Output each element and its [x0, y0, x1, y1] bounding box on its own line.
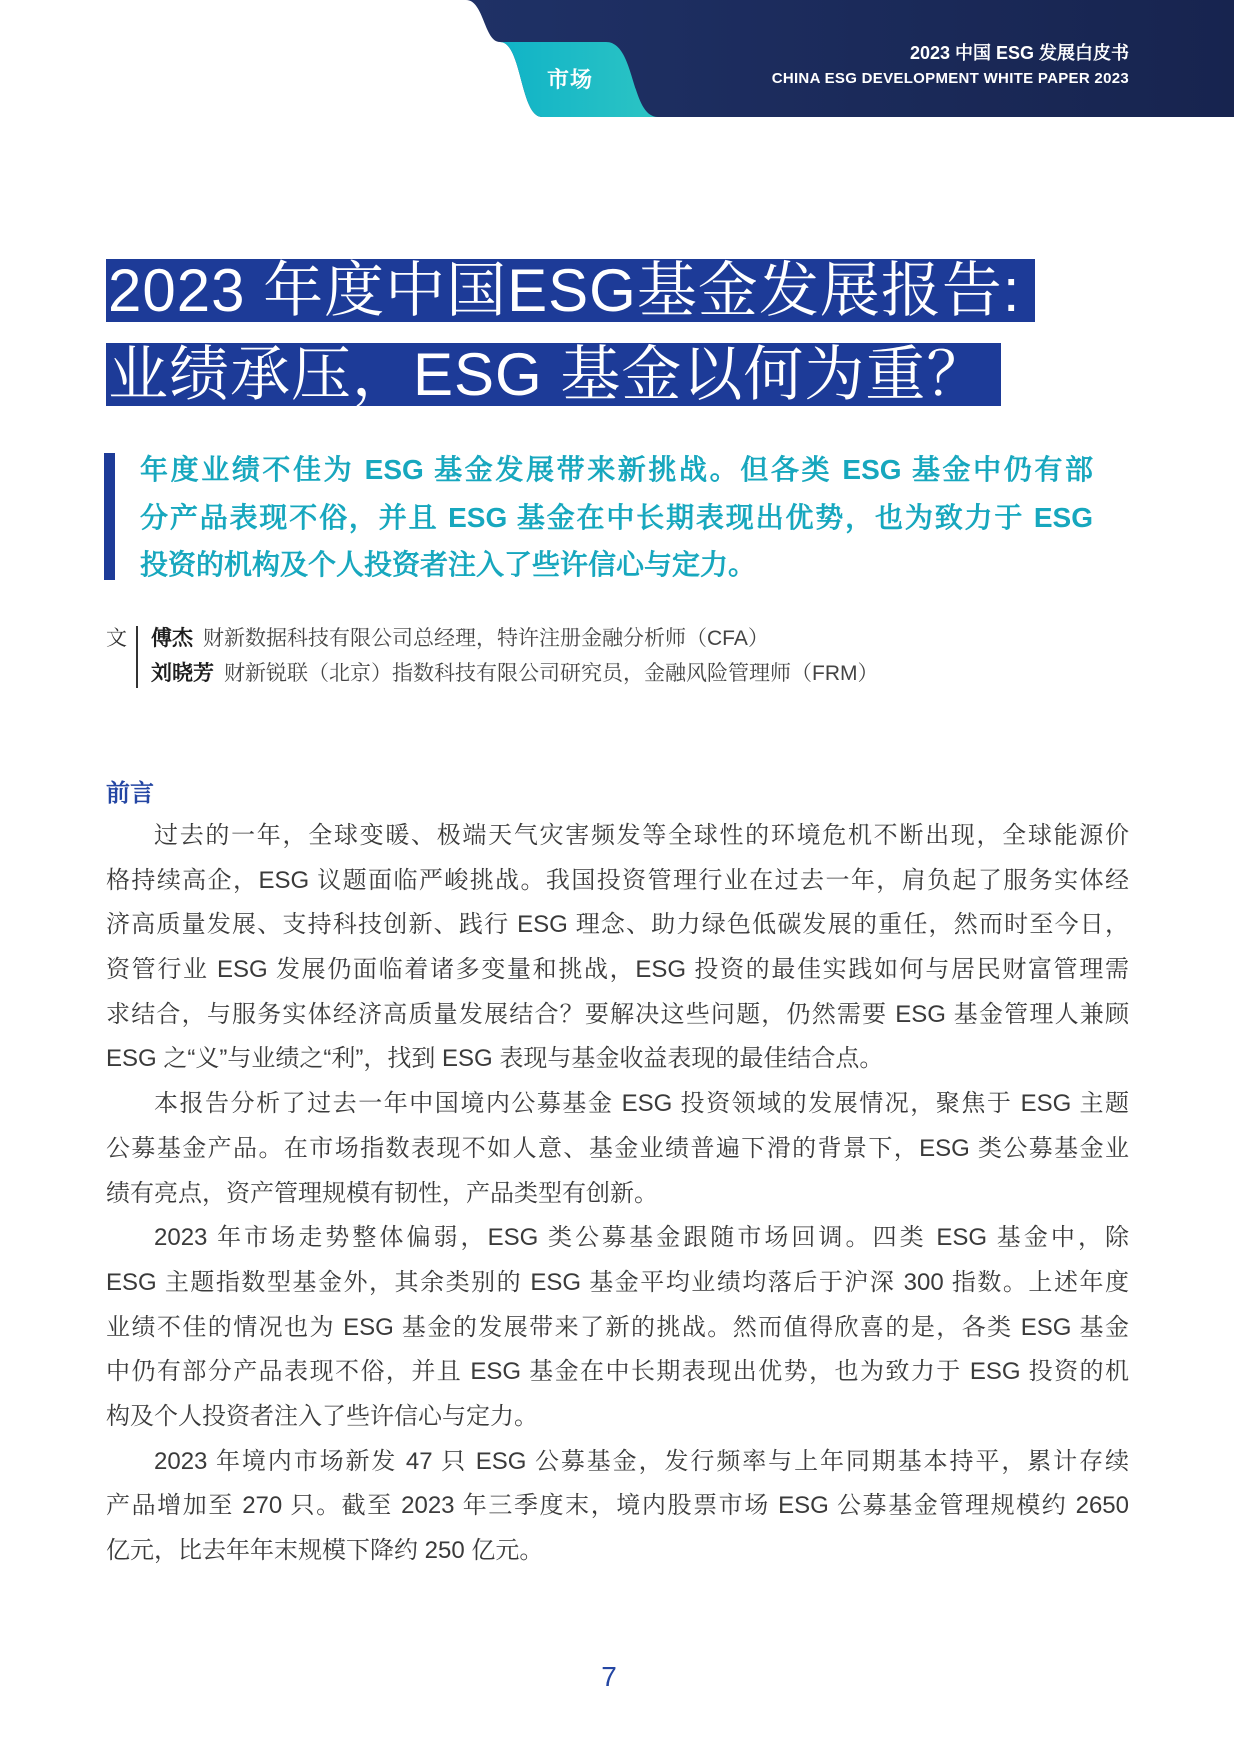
body-line: 资管行业 ESG 发展仍面临着诸多变量和挑战，ESG 投资的最佳实践如何与居民财富管理需 — [106, 956, 1129, 984]
body-line: 求结合，与服务实体经济高质量发展结合？要解决这些问题，仍然需要 ESG 基金管理人兼顾 — [106, 1000, 1129, 1028]
lead-paragraph — [140, 446, 1093, 589]
byline-label: 文 — [106, 627, 127, 650]
body-line: 过去的一年，全球变暖、极端天气灾害频发等全球性的环境危机不断出现，全球能源价 — [154, 822, 1129, 849]
author-bio: 财新数据科技有限公司总经理，特许注册金融分析师（CFA） — [203, 627, 769, 650]
body-line: 2023 年境内市场新发 47 只 ESG 公募基金，发行频率与上年同期基本持平，累计存续 — [154, 1447, 1129, 1475]
author-line — [151, 622, 769, 656]
section-tab-label: 市场 — [546, 67, 593, 92]
author-name: 刘晓芳 — [151, 662, 214, 685]
author-bio: 财新锐联（北京）指数科技有限公司研究员，金融风险管理师（FRM） — [224, 662, 879, 685]
lead-accent-bar — [104, 453, 115, 580]
body-line: ESG 主题指数型基金外，其余类别的 ESG 基金平均业绩均落后于沪深 300 指数。上述年度 — [106, 1268, 1129, 1296]
publication-title-cn: 2023 中国 ESG 发展白皮书 — [909, 43, 1129, 63]
body-line: 业绩不佳的情况也为 ESG 基金的发展带来了新的挑战。然而值得欣喜的是，各类 ESG 基金 — [106, 1313, 1129, 1341]
body-line: 绩有亮点，资产管理规模有韧性，产品类型有创新。 — [106, 1179, 658, 1207]
byline-divider — [136, 626, 138, 688]
body-line: ESG 之“义”与业绩之“利”，找到 ESG 表现与基金收益表现的最佳结合点。 — [106, 1045, 884, 1073]
body-line: 亿元，比去年年末规模下降约 250 亿元。 — [106, 1537, 544, 1564]
body-line: 2023 年市场走势整体偏弱，ESG 类公募基金跟随市场回调。四类 ESG 基金中，除 — [154, 1224, 1129, 1252]
body-line: 本报告分析了过去一年中国境内公募基金 ESG 投资领域的发展情况，聚焦于 ESG 主题 — [154, 1090, 1129, 1118]
lead-line: 分产品表现不俗，并且 ESG 基金在中长期表现出优势，也为致力于 ESG — [140, 501, 1093, 533]
article-title-line: 业绩承压，ESG 基金以何为重？ — [106, 343, 1001, 406]
body-line: 济高质量发展、支持科技创新、践行 ESG 理念、助力绿色低碳发展的重任，然而时至今日， — [106, 911, 1129, 939]
body-line: 产品增加至 270 只。截至 2023 年三季度末，境内股票市场 ESG 公募基金管理规模约 2650 — [106, 1492, 1129, 1520]
article-title-line: 2023 年度中国ESG基金发展报告: — [106, 259, 1035, 322]
lead-line: 投资的机构及个人投资者注入了些许信心与定力。 — [140, 549, 757, 580]
body-line: 构及个人投资者注入了些许信心与定力。 — [106, 1402, 538, 1430]
article-body — [106, 814, 1129, 1574]
publication-title-en: CHINA ESG DEVELOPMENT WHITE PAPER 2023 — [771, 70, 1129, 87]
page-number: 7 — [601, 1661, 617, 1692]
body-line: 公募基金产品。在市场指数表现不如人意、基金业绩普遍下滑的背景下，ESG 类公募基金业 — [106, 1134, 1129, 1162]
section-heading: 前言 — [106, 780, 154, 807]
author-line — [151, 657, 878, 691]
body-line: 中仍有部分产品表现不俗，并且 ESG 基金在中长期表现出优势，也为致力于 ESG 投资的机 — [106, 1358, 1129, 1386]
lead-line: 年度业绩不佳为 ESG 基金发展带来新挑战。但各类 ESG 基金中仍有部 — [140, 454, 1093, 485]
body-line: 格持续高企，ESG 议题面临严峻挑战。我国投资管理行业在过去一年，肩负起了服务实体经 — [106, 866, 1129, 894]
author-name: 傅杰 — [151, 627, 193, 650]
